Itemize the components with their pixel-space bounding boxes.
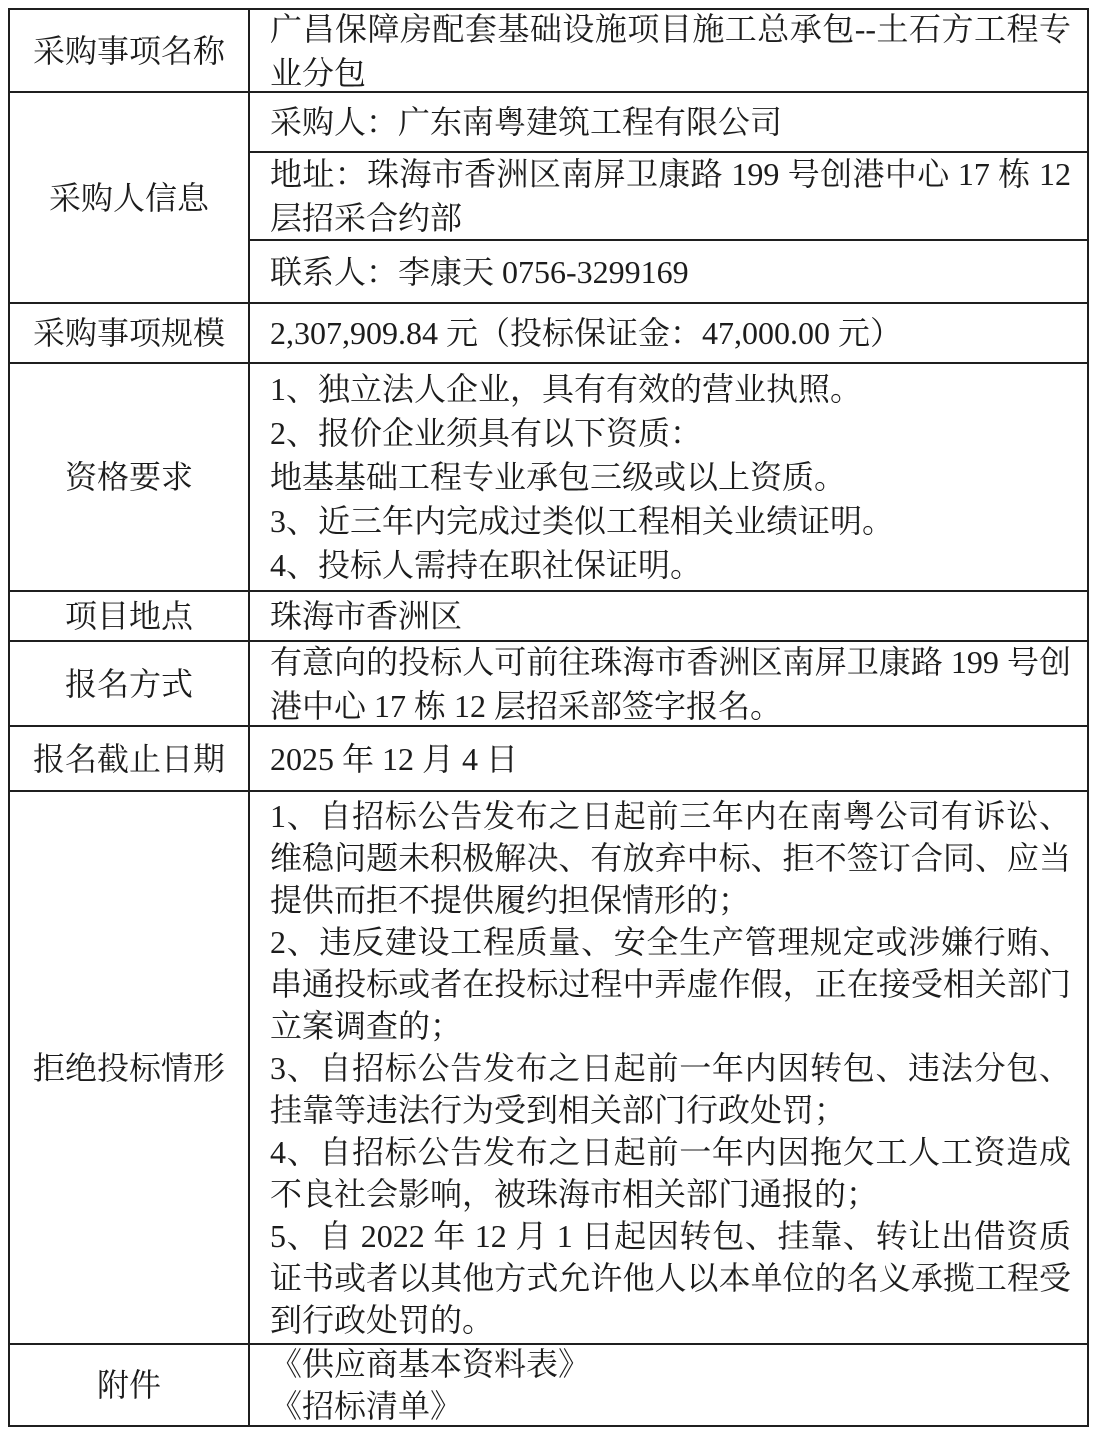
table-row-procurement-scale [10, 304, 1087, 364]
table-row-qualification-requirements [10, 364, 1087, 592]
qualification-item-3: 3、近三年内完成过类似工程相关业绩证明。 [270, 503, 895, 539]
subrow-purchaser [250, 93, 1087, 153]
subrow-address [250, 153, 1087, 241]
label-purchaser-info: 采购人信息 [10, 93, 250, 302]
rejection-item-4: 4、自招标公告发布之日起前一年内因拖欠工人工资造成不良社会影响，被珠海市相关部门通报的； [270, 1133, 1071, 1212]
content-bid-rejection-circumstances [250, 792, 1087, 1343]
purchaser-text: 采购人：广东南粤建筑工程有限公司 [270, 104, 783, 141]
table-row-project-location [10, 592, 1087, 642]
purchaser-info-subrows [250, 93, 1087, 302]
content-registration-deadline [250, 727, 1087, 790]
label-registration-deadline: 报名截止日期 [10, 727, 250, 790]
content-attachments [250, 1345, 1087, 1425]
label-procurement-item-name: 采购事项名称 [10, 10, 250, 91]
content-registration-method [250, 642, 1087, 725]
attachment-supplier-info-form: 《供应商基本资料表》 [270, 1346, 591, 1382]
label-procurement-scale: 采购事项规模 [10, 304, 250, 362]
rejection-item-1: 1、自招标公告发布之日起前三年内在南粤公司有诉讼、维稳问题未积极解决、有放弃中标、拒不签订合同、应当提供而拒不提供履约担保情形的； [270, 797, 1071, 918]
table-row-registration-method [10, 642, 1087, 727]
label-qualification-requirements: 资格要求 [10, 364, 250, 590]
qualification-item-2: 2、报价企业须具有以下资质： [270, 415, 703, 451]
table-row-attachments [10, 1345, 1087, 1425]
content-project-location [250, 592, 1087, 640]
qualification-item-2-detail: 地基基础工程专业承包三级或以上资质。 [270, 459, 847, 495]
registration-deadline-text: 2025 年 12 月 4 日 [270, 740, 519, 777]
label-attachments: 附件 [10, 1345, 250, 1425]
procurement-item-name-text: 广昌保障房配套基础设施项目施工总承包--土石方工程专业分包 [270, 10, 1071, 91]
project-location-text: 珠海市香洲区 [270, 598, 463, 634]
qualification-item-4: 4、投标人需持在职社保证明。 [270, 547, 703, 583]
label-project-location: 项目地点 [10, 592, 250, 640]
label-bid-rejection-circumstances: 拒绝投标情形 [10, 792, 250, 1343]
content-qualification-requirements [250, 364, 1087, 590]
contact-text: 联系人：李康天 0756-3299169 [270, 253, 689, 290]
attachment-bid-list: 《招标清单》 [270, 1388, 463, 1424]
rejection-item-5: 5、自 2022 年 12 月 1 日起因转包、挂靠、转让出借资质证书或者以其他方式允许他人以本单位的名义承揽工程受到行政处罚的。 [270, 1217, 1071, 1338]
procurement-scale-text: 2,307,909.84 元（投标保证金：47,000.00 元） [270, 315, 903, 351]
rejection-item-3: 3、自招标公告发布之日起前一年内因转包、违法分包、挂靠等违法行为受到相关部门行政处罚； [270, 1049, 1071, 1128]
procurement-notice-table [8, 8, 1089, 1427]
subrow-contact [250, 241, 1087, 302]
table-row-bid-rejection-circumstances [10, 792, 1087, 1345]
qualification-item-1: 1、独立法人企业，具有有效的营业执照。 [270, 371, 863, 407]
table-row-purchaser-info [10, 93, 1087, 304]
label-registration-method: 报名方式 [10, 642, 250, 725]
rejection-item-2: 2、违反建设工程质量、安全生产管理规定或涉嫌行贿、串通投标或者在投标过程中弄虚作假，正在接受相关部门立案调查的； [270, 923, 1071, 1044]
content-procurement-scale [250, 304, 1087, 362]
registration-method-text: 有意向的投标人可前往珠海市香洲区南屏卫康路 199 号创港中心 17 栋 12 层招采部签字报名。 [270, 643, 1071, 724]
table-row-procurement-item-name [10, 10, 1087, 93]
table-row-registration-deadline [10, 727, 1087, 792]
address-text: 地址：珠海市香洲区南屏卫康路 199 号创港中心 17 栋 12 层招采合约部 [270, 156, 1071, 237]
content-procurement-item-name [250, 10, 1087, 91]
